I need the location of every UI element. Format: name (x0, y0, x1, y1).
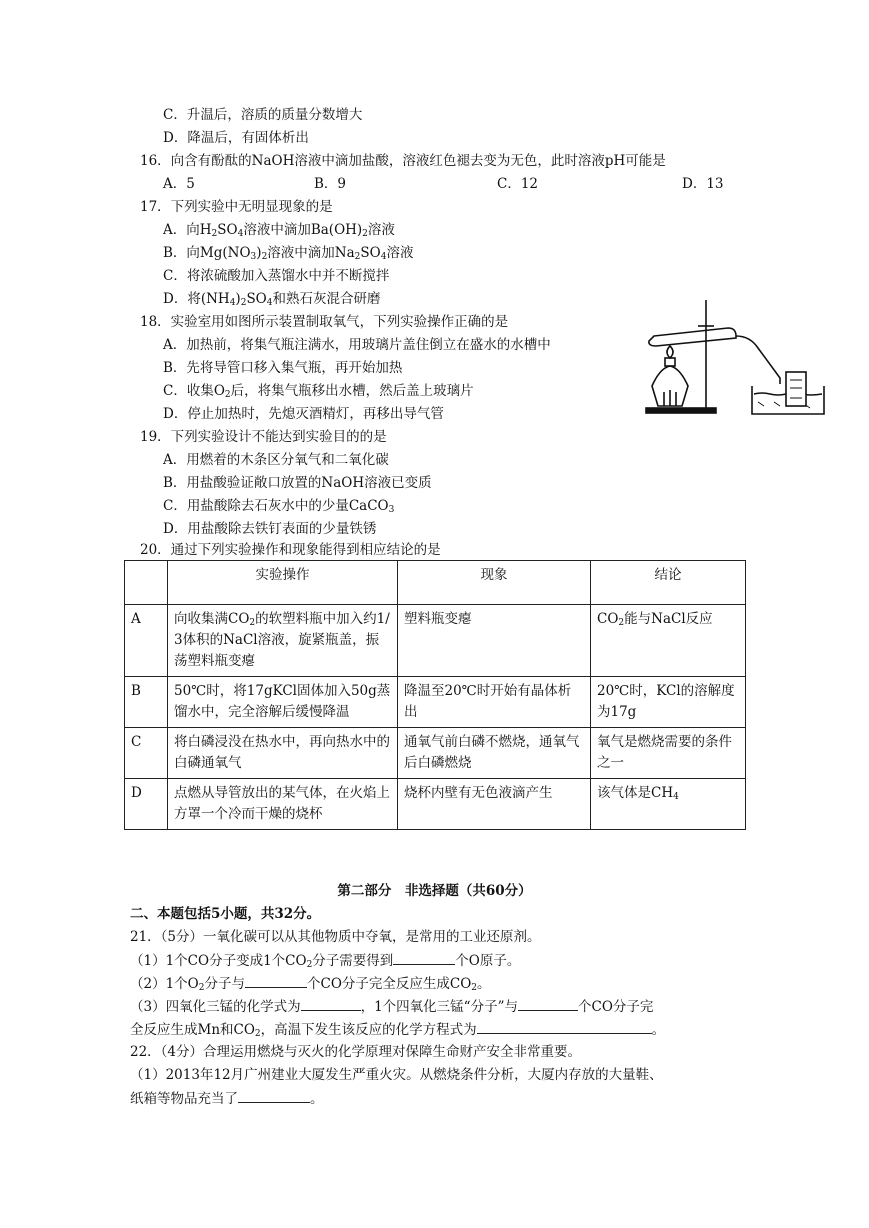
q19-stem: 19．下列实验设计不能达到实验目的的是 (140, 429, 387, 445)
lamp-wick-holder (665, 358, 675, 366)
answer-blank[interactable] (245, 973, 307, 988)
q17-option-d: D．将$(NH_4)_2SO_4$和熟石灰混合研磨 (163, 291, 381, 308)
lamp-hatching (664, 390, 676, 406)
q22-part1: （1）2013年12月广州建业大厦发生严重火灾。从燃烧条件分析，大厦内存放的大量鞋、 (130, 1067, 663, 1083)
answer-blank[interactable] (518, 996, 578, 1011)
section-heading: 二、本题包括5小题，共32分。 (130, 906, 321, 922)
q16-option-a: A．5 (163, 176, 195, 192)
experiment-table (124, 560, 746, 830)
q21-part1: （1）1个CO分子变成1个$CO_2$分子需要得到 个O原子。 (130, 950, 520, 971)
q20-stem: 20．通过下列实验操作和现象能得到相应结论的是 (140, 542, 441, 558)
answer-blank[interactable] (238, 1088, 310, 1103)
q21-part3: （3）四氧化三锰的化学式为 ，1个四氧化三锰“分子”与 个CO分子完 (130, 996, 653, 1017)
q22-part1-cont: 纸箱等物品充当了 。 (130, 1088, 324, 1109)
row-operation: 50℃时，将17gKCl固体加入50g蒸馏水中，完全溶解后缓慢降温 (168, 677, 398, 728)
row-phenomenon: 烧杯内壁有无色液滴产生 (398, 779, 591, 830)
row-label: D (125, 779, 168, 830)
row-conclusion: $CO_2$能与NaCl反应 (591, 605, 746, 677)
q18-stem: 18．实验室用如图所示装置制取氧气，下列实验操作正确的是 (140, 314, 509, 330)
q22-stem: 22．（4分）合理运用燃烧与灭火的化学原理对保障生命财产安全非常重要。 (130, 1044, 582, 1060)
q16-option-d: D．13 (682, 176, 724, 192)
q19-option-d: D．用盐酸除去铁钉表面的少量铁锈 (163, 521, 377, 537)
q19-option-a: A．用燃着的木条区分氧气和二氧化碳 (163, 452, 389, 468)
q18-option-a: A．加热前，将集气瓶注满水，用玻璃片盖住倒立在盛水的水槽中 (163, 337, 551, 353)
row-phenomenon: 降温至20℃时开始有晶体析出 (398, 677, 591, 728)
test-tube (649, 328, 736, 346)
q18-option-b: B．先将导管口移入集气瓶，再开始加热 (163, 360, 403, 376)
q16-option-b: B．9 (314, 176, 347, 192)
row-phenomenon: 通氧气前白磷不燃烧，通氧气后白磷燃烧 (398, 728, 591, 779)
answer-blank[interactable] (301, 996, 361, 1011)
q18-option-d: D．停止加热时，先熄灭酒精灯，再移出导气管 (163, 406, 444, 422)
q15-option-d: D．降温后，有固体析出 (163, 130, 309, 146)
q16-option-c: C．12 (497, 176, 539, 192)
q15-option-c: C．升温后，溶质的质量分数增大 (163, 107, 363, 123)
header-blank (125, 561, 168, 605)
stand-base (646, 408, 716, 413)
row-operation: 向收集满$CO_2$的软塑料瓶中加入约1/3体积的NaCl溶液，旋紧瓶盖，振荡塑料瓶变瘪 (168, 605, 398, 677)
row-operation: 将白磷浸没在热水中，再向热水中的白磷通氧气 (168, 728, 398, 779)
q17-option-c: C．将浓硫酸加入蒸馏水中并不断搅拌 (163, 268, 390, 284)
table-row (125, 728, 746, 779)
delivery-tube (736, 336, 780, 384)
flame-icon (667, 346, 673, 358)
header-phenomenon: 现象 (398, 561, 591, 605)
row-label: B (125, 677, 168, 728)
row-conclusion: 20℃时，KCl的溶解度为17g (591, 677, 746, 728)
q19-option-c: C．用盐酸除去石灰水中的少量CaCO$_3$ (163, 498, 395, 515)
q19-option-b: B．用盐酸验证敞口放置的NaOH溶液已变质 (163, 475, 432, 491)
q21-part2: （2）1个$O_2$分子与 个CO分子完全反应生成$CO_2$。 (130, 973, 491, 994)
answer-blank[interactable] (393, 950, 455, 965)
q17-stem: 17．下列实验中无明显现象的是 (140, 199, 333, 215)
answer-blank[interactable] (477, 1019, 652, 1034)
header-operation: 实验操作 (168, 561, 398, 605)
table-row (125, 677, 746, 728)
table-row (125, 779, 746, 830)
row-label: C (125, 728, 168, 779)
row-phenomenon: 塑料瓶变瘪 (398, 605, 591, 677)
q17-option-b: B．向$Mg(NO_3)_2$溶液中滴加$Na_2SO_4$溶液 (163, 245, 414, 262)
row-conclusion: 该气体是$CH_4$ (591, 779, 746, 830)
part2-title: 第二部分 非选择题（共60分） (337, 883, 532, 899)
q18-option-c: C．收集$O_2$后，将集气瓶移出水槽，然后盖上玻璃片 (163, 383, 474, 400)
table-header-row (125, 561, 746, 605)
q21-part3-cont: 全反应生成Mn和$CO_2$，高温下发生该反应的化学方程式为 。 (130, 1019, 665, 1040)
header-conclusion: 结论 (591, 561, 746, 605)
q21-stem: 21．（5分）一氧化碳可以从其他物质中夺氧，是常用的工业还原剂。 (130, 929, 541, 945)
row-conclusion: 氧气是燃烧需要的条件之一 (591, 728, 746, 779)
q17-option-a: A．向$H_2SO_4$溶液中滴加$Ba(OH)_2$溶液 (163, 222, 395, 239)
row-operation: 点燃从导管放出的某气体，在火焰上方罩一个冷而干燥的烧杯 (168, 779, 398, 830)
row-label: A (125, 605, 168, 677)
oxygen-apparatus-figure (640, 298, 828, 416)
gas-collecting-bottle (786, 372, 806, 406)
table-row (125, 605, 746, 677)
q16-stem: 16．向含有酚酞的NaOH溶液中滴加盐酸，溶液红色褪去变为无色，此时溶液pH可能是 (140, 153, 666, 169)
